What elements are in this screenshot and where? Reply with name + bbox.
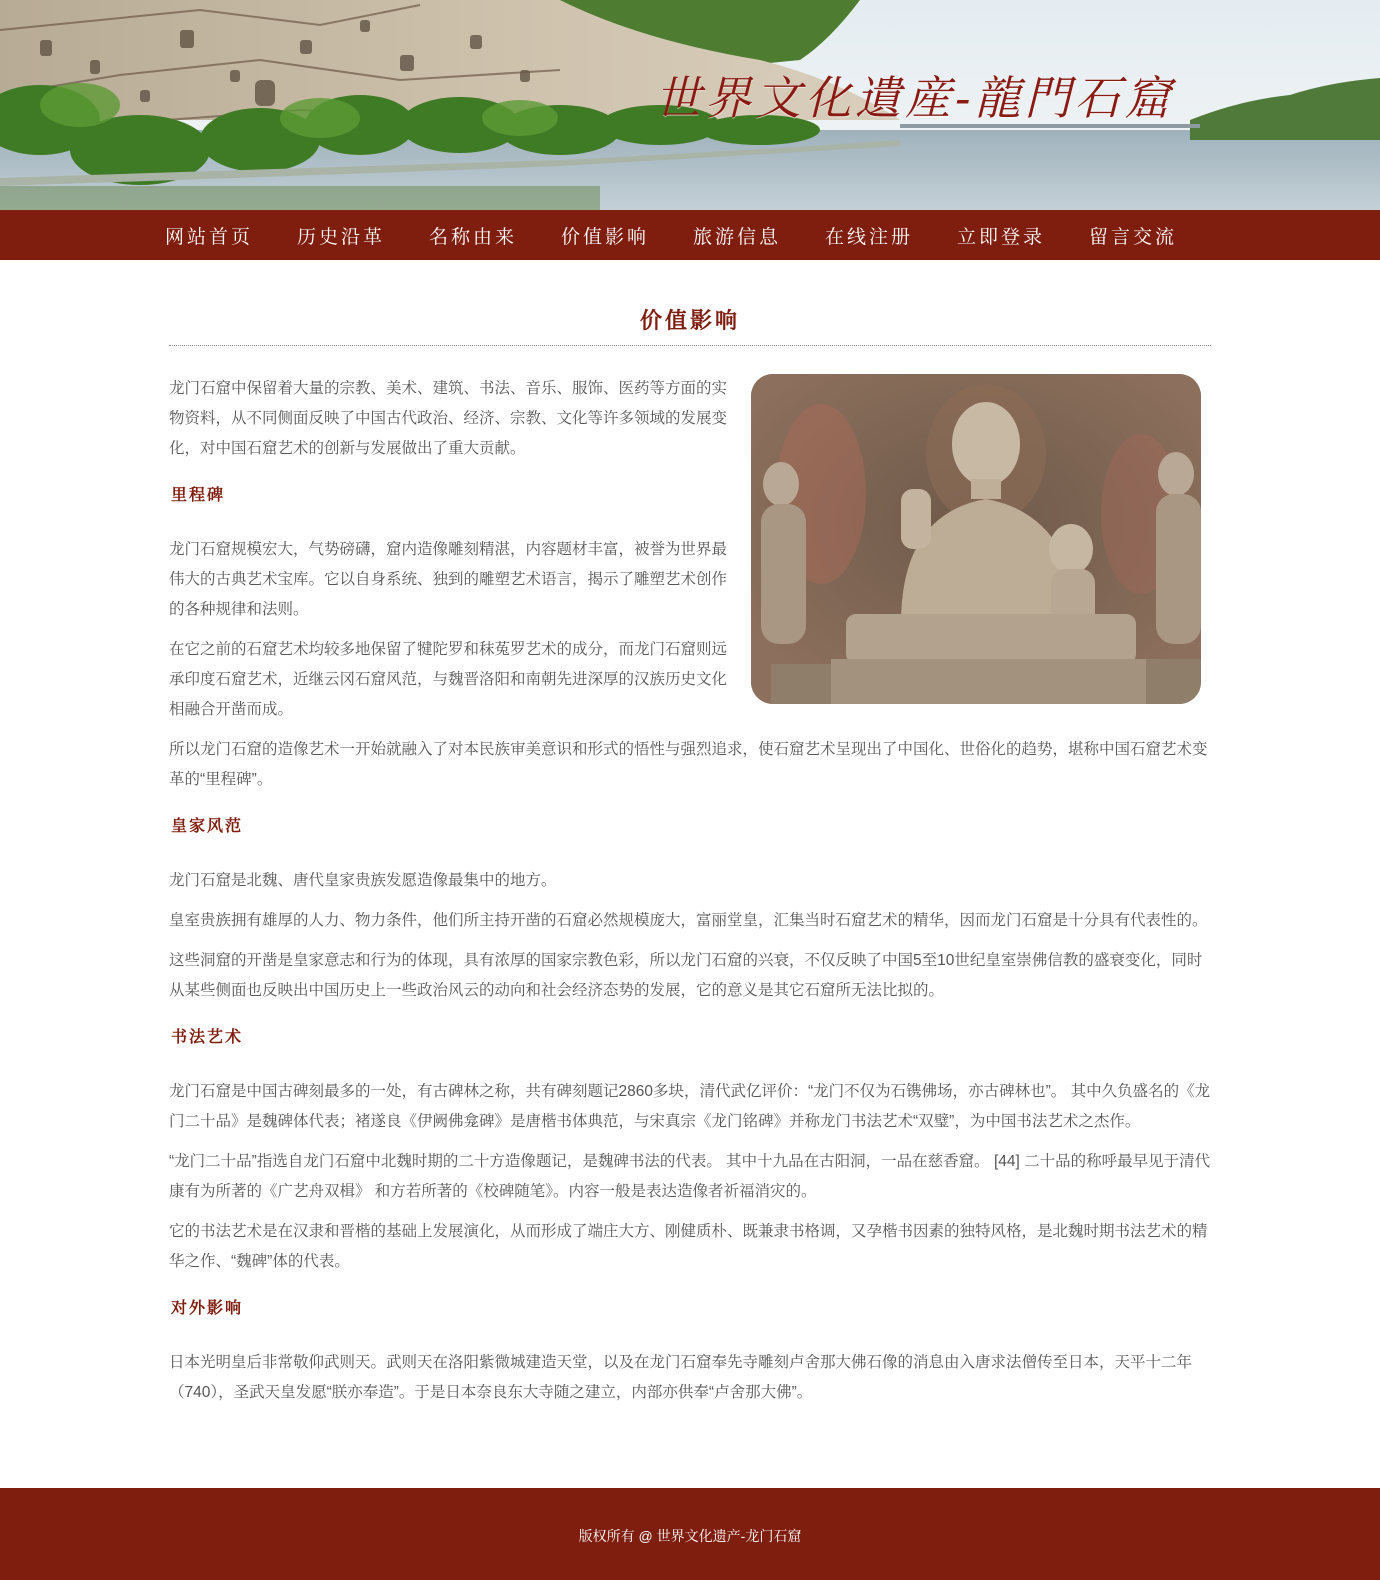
site-title: 世界文化遺産-龍門石窟 bbox=[655, 71, 1175, 125]
nav-item-register[interactable]: 在线注册 bbox=[825, 225, 914, 248]
paragraph: 在它之前的石窟艺术均较多地保留了犍陀罗和秣菟罗艺术的成分，而龙门石窟则远承印度石窟艺术，近继云冈石窟风范，与魏晋洛阳和南朝先进深厚的汉族历史文化相融合开凿而成。 bbox=[169, 641, 728, 718]
section-heading-milestone: 里程碑 bbox=[171, 485, 226, 504]
nav-item-travel-info[interactable]: 旅游信息 bbox=[693, 225, 782, 248]
paragraph: 所以龙门石窟的造像艺术一开始就融入了对本民族审美意识和形式的悟性与强烈追求，使石窟艺术呈现出了中国化、世俗化的趋势，堪称中国石窟艺术变革的“里程碑”。 bbox=[169, 741, 1208, 788]
buddha-statue-photo bbox=[751, 374, 1201, 704]
paragraph: 龙门石窟是中国古碑刻最多的一处，有古碑林之称，共有碑刻题记2860多块，清代武亿评价：“龙门不仅为石镌佛场，亦古碑林也”。 其中久负盛名的《龙门二十品》是魏碑体代表；褚遂良《伊阙佛龛碑》是唐楷书体典范，与宋真宗《龙门铭碑》并称龙门书法艺术“双璧”，为中国书法艺术之杰作。 bbox=[169, 1083, 1211, 1130]
paragraph: 这些洞窟的开凿是皇家意志和行为的体现，具有浓厚的国家宗教色彩，所以龙门石窟的兴衰，不仅反映了中国5至10世纪皇室崇佛信教的盛衰变化，同时从某些侧面也反映出中国历史上一些政治风云的动向和社会经济态势的发展，它的意义是其它石窟所无法比拟的。 bbox=[169, 952, 1203, 999]
paragraph: 龙门石窟是北魏、唐代皇家贵族发愿造像最集中的地方。 bbox=[169, 872, 557, 889]
nav-item-login[interactable]: 立即登录 bbox=[957, 225, 1046, 248]
nav-item-message-board[interactable]: 留言交流 bbox=[1089, 225, 1178, 248]
article bbox=[169, 346, 1211, 1408]
paragraph: 龙门石窟规模宏大，气势磅礴，窟内造像雕刻精湛，内容题材丰富，被誉为世界最伟大的古典艺术宝库。它以自身系统、独到的雕塑艺术语言，揭示了雕塑艺术创作的各种规律和法则。 bbox=[169, 541, 728, 618]
paragraph: 它的书法艺术是在汉隶和晋楷的基础上发展演化，从而形成了端庄大方、刚健质朴、既兼隶书格调，又孕楷书因素的独特风格，是北魏时期书法艺术的精华之作、“魏碑”体的代表。 bbox=[169, 1223, 1208, 1270]
header-banner bbox=[0, 0, 1380, 210]
nav-item-history[interactable]: 历史沿革 bbox=[297, 225, 386, 248]
paragraph: 皇室贵族拥有雄厚的人力、物力条件，他们所主持开凿的石窟必然规模庞大，富丽堂皇，汇集当时石窟艺术的精华，因而龙门石窟是十分具有代表性的。 bbox=[169, 912, 1208, 929]
section-heading-foreign-influence: 对外影响 bbox=[171, 1298, 244, 1317]
copyright-text: 版权所有 @ 世界文化遗产-龙门石窟 bbox=[578, 1527, 802, 1544]
section-heading-royal-style: 皇家风范 bbox=[171, 816, 244, 835]
page-title: 价值影响 bbox=[169, 304, 1211, 346]
section-heading-calligraphy: 书法艺术 bbox=[171, 1027, 244, 1046]
paragraph: 日本光明皇后非常敬仰武则天。武则天在洛阳紫微城建造天堂，以及在龙门石窟奉先寺雕刻卢舍那大佛石像的消息由入唐求法僧传至日本，天平十二年（740），圣武天皇发愿“朕亦奉造”。于是日本奈良东大寺随之建立，内部亦供奉“卢舍那大佛”。 bbox=[169, 1354, 1193, 1401]
main-content bbox=[169, 260, 1211, 1490]
main-nav bbox=[0, 210, 1380, 260]
nav-item-name-origin[interactable]: 名称由来 bbox=[429, 225, 518, 248]
paragraph: “龙门二十品”指选自龙门石窟中北魏时期的二十方造像题记，是魏碑书法的代表。 其中十九品在古阳洞，一品在慈香窟。 [44] 二十品的称呼最早见于清代康有为所著的《广艺舟双楫》 和方若所著的《校碑随笔》。内容一般是表达造像者祈福消灾的。 bbox=[169, 1153, 1211, 1200]
intro-paragraph: 龙门石窟中保留着大量的宗教、美术、建筑、书法、音乐、服饰、医药等方面的实物资料，从不同侧面反映了中国古代政治、经济、宗教、文化等许多领域的发展变化，对中国石窟艺术的创新与发展做出了重大贡献。 bbox=[169, 380, 728, 457]
nav-item-value-influence[interactable]: 价值影响 bbox=[561, 225, 650, 248]
nav-item-home[interactable]: 网站首页 bbox=[165, 225, 254, 248]
footer bbox=[0, 1488, 1380, 1580]
